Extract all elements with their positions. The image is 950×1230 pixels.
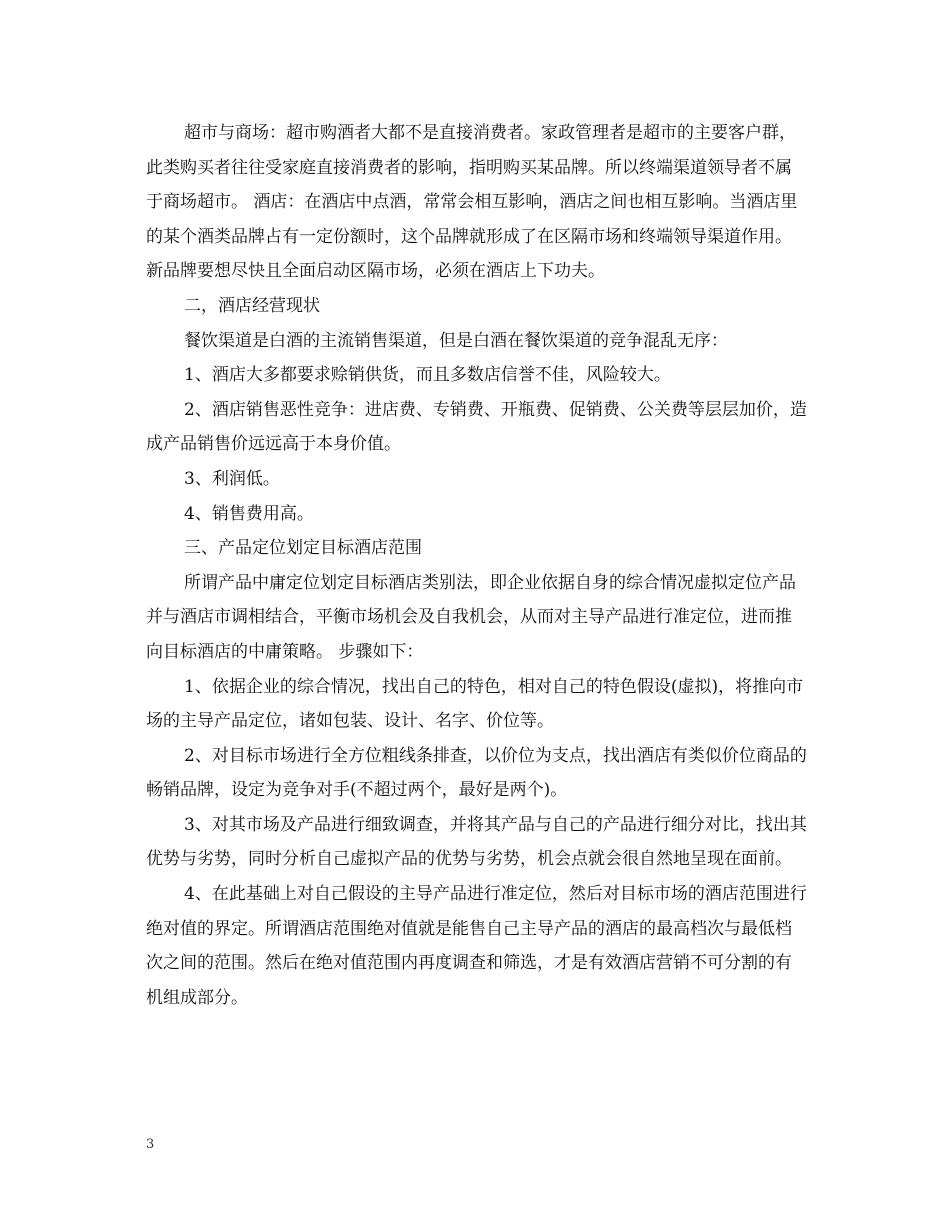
list-item-credit-sales: 1、酒店大多都要求赊销供货，而且多数店信誉不佳，风险较大。 — [184, 365, 671, 386]
paragraph-positioning-method: 所谓产品中庸定位划定目标酒店类别法，即企业依据自身的综合情况虚拟定位产品并与酒店市调相结合，平衡市场机会及自我机会，从而对主导产品进行准定位，进而推向目标酒店的中庸策略。 步骤如下： — [146, 572, 796, 662]
list-item-step-1: 1、依据企业的综合情况，找出自己的特色，相对自己的特色假设(虚拟)，将推向市场的主导产品定位，诸如包装、设计、名字、价位等。 — [146, 676, 804, 732]
section-heading-positioning: 三、产品定位划定目标酒店范围 — [184, 538, 422, 559]
list-item-high-cost: 4、销售费用高。 — [184, 503, 314, 524]
page-number: 3 — [146, 1137, 155, 1152]
page-body — [146, 116, 808, 1015]
paragraph-channel-intro: 餐饮渠道是白酒的主流销售渠道，但是白酒在餐饮渠道的竞争混乱无序： — [184, 330, 728, 351]
list-item-step-3: 3、对其市场及产品进行细致调查，并将其产品与自己的产品进行细分对比，找出其优势与劣势，同时分析自己虚拟产品的优势与劣势，机会点就会很自然地呈现在面前。 — [146, 814, 807, 870]
list-item-step-4: 4、在此基础上对自己假设的主导产品进行准定位，然后对目标市场的酒店范围进行绝对值的界定。所谓酒店范围绝对值就是能售自己主导产品的酒店的最高档次与最低档次之间的范围。然后在绝对值范围内再度调查和筛选，才是有效酒店营销不可分割的有机组成部分。 — [146, 884, 807, 1008]
list-item-step-2: 2、对目标市场进行全方位粗线条排查，以价位为支点，找出酒店有类似价位商品的畅销品牌，设定为竞争对手(不超过两个，最好是两个)。 — [146, 745, 807, 801]
paragraph-supermarket-hotel: 超市与商场：超市购酒者大都不是直接消费者。家政管理者是超市的主要客户群，此类购买者往往受家庭直接消费者的影响，指明购买某品牌。所以终端渠道领导者不属于商场超市。 酒店：在酒店中点酒，常常会相互影响，酒店之间也相互影响。当酒店里的某个酒类品牌占有一定份额时，这个品牌就形成了在区隔市场和终端领导渠道作用。新品牌要想尽快且全面启动区隔市场，必须在酒店上下功夫。 — [146, 123, 798, 282]
list-item-low-profit: 3、利润低。 — [184, 468, 280, 489]
section-heading-hotel-status: 二，酒店经营现状 — [184, 295, 320, 316]
list-item-vicious-competition: 2、酒店销售恶性竞争：进店费、专销费、开瓶费、促销费、公关费等层层加价，造成产品销售价远远高于本身价值。 — [146, 399, 807, 455]
